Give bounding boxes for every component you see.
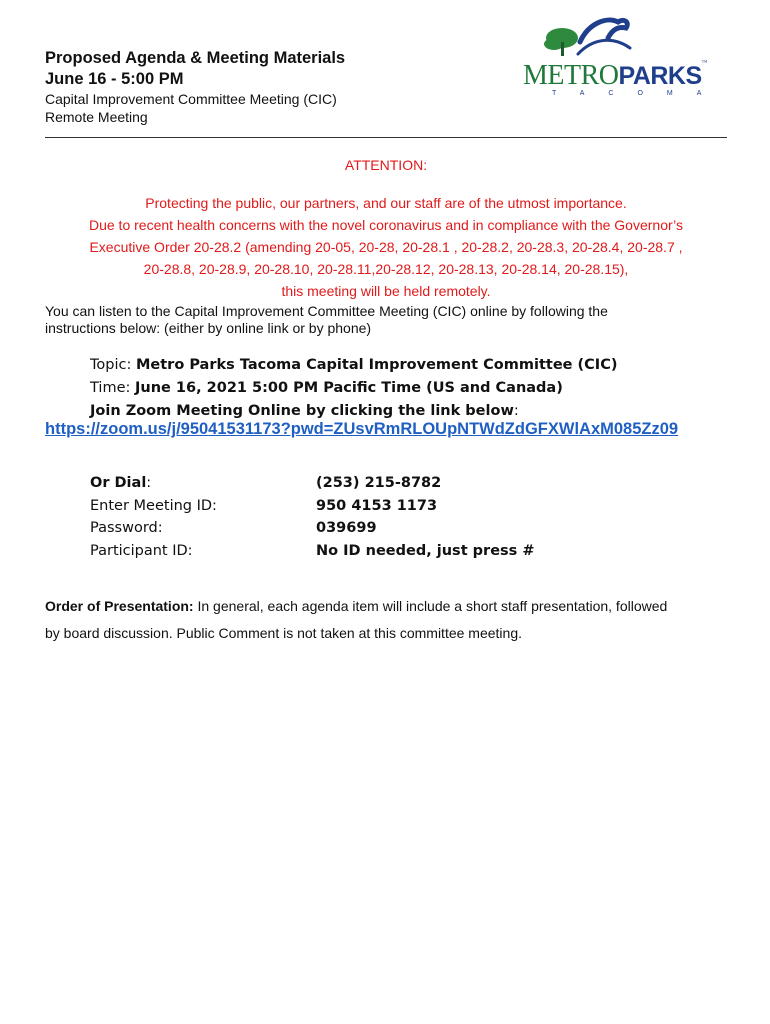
meeting-id-label: Enter Meeting ID: — [90, 497, 217, 514]
topic-label: Topic: — [90, 357, 136, 373]
topic-value: Metro Parks Tacoma Capital Improvement Committee (CIC) — [135, 357, 618, 373]
join-colon: : — [513, 403, 519, 419]
listen-instructions — [45, 303, 705, 337]
order-of-presentation — [45, 593, 735, 647]
order-line-2: by board discussion. Public Comment is not taken at this committee meeting. — [45, 625, 522, 641]
header-title — [45, 48, 345, 90]
notice-line-2: Due to recent health concerns with the novel coronavirus and in compliance with the Governor’s — [88, 217, 684, 233]
dial-in-details — [90, 472, 535, 562]
time-value: June 16, 2021 5:00 PM Pacific Time (US and Canada) — [134, 380, 563, 396]
order-line-1 — [45, 593, 735, 620]
dial-row-participant — [90, 540, 535, 563]
time-row — [90, 377, 617, 400]
title-line-1: Proposed Agenda & Meeting Materials — [45, 49, 346, 67]
logo-metro: METRO — [523, 60, 619, 91]
password-label: Password: — [90, 520, 163, 536]
or-dial-colon: : — [146, 475, 152, 491]
notice-line-1: Protecting the public, our partners, and our staff are of the utmost importance. — [145, 195, 627, 211]
participant-id-value: No ID needed, just press # — [316, 542, 535, 559]
time-label: Time: — [90, 380, 135, 396]
header-subtitle — [45, 90, 337, 126]
zoom-details — [90, 354, 617, 423]
dial-row-phone — [90, 472, 535, 495]
or-dial-label: Or Dial — [90, 475, 147, 491]
join-text: Join Zoom Meeting Online by clicking the link below — [90, 403, 514, 419]
attention-heading: ATTENTION: — [344, 157, 428, 173]
logo-emblem-icon — [518, 14, 708, 64]
covid-notice — [45, 192, 727, 302]
notice-line-4: 20-28.8, 20-28.9, 20-28.10, 20-28.11,20-28.12, 20-28.13, 20-28.14, 20-28.15), — [143, 261, 629, 277]
participant-id-label: Participant ID: — [90, 542, 193, 559]
logo-tacoma: TACOMA — [552, 90, 726, 97]
subtitle-line-2: Remote Meeting — [45, 109, 148, 125]
zoom-meeting-link[interactable]: https://zoom.us/j/95041531173?pwd=ZUsvRmRLOUpNTWdZdGFXWlAxM085Zz09 — [45, 420, 679, 438]
title-line-2: June 16 - 5:00 PM — [45, 70, 184, 88]
topic-row — [90, 354, 617, 377]
logo-tm: ™ — [701, 60, 708, 66]
order-label: Order of Presentation: — [45, 598, 194, 614]
dial-row-password — [90, 517, 535, 540]
order-text-1: In general, each agenda item will include a short staff presentation, followed — [193, 598, 668, 614]
logo-wordmark — [523, 60, 707, 92]
intro-line-1: You can listen to the Capital Improvement Committee Meeting (CIC) online by following the — [45, 303, 608, 319]
password-value: 039699 — [316, 520, 377, 536]
header-divider — [45, 137, 727, 138]
subtitle-line-1: Capital Improvement Committee Meeting (CIC) — [45, 91, 337, 107]
logo-parks: PARKS — [618, 62, 702, 90]
dial-row-meeting-id — [90, 495, 535, 518]
meeting-id-value: 950 4153 1173 — [316, 497, 438, 514]
notice-line-3: Executive Order 20-28.2 (amending 20-05, 20-28, 20-28.1 , 20-28.2, 20-28.3, 20-28.4, 20-28.7 , — [89, 239, 683, 255]
intro-line-2: instructions below: (either by online link or by phone) — [45, 320, 372, 336]
notice-line-5: this meeting will be held remotely. — [281, 283, 491, 299]
metro-parks-logo — [518, 14, 726, 97]
phone-number: (253) 215-8782 — [316, 475, 442, 491]
